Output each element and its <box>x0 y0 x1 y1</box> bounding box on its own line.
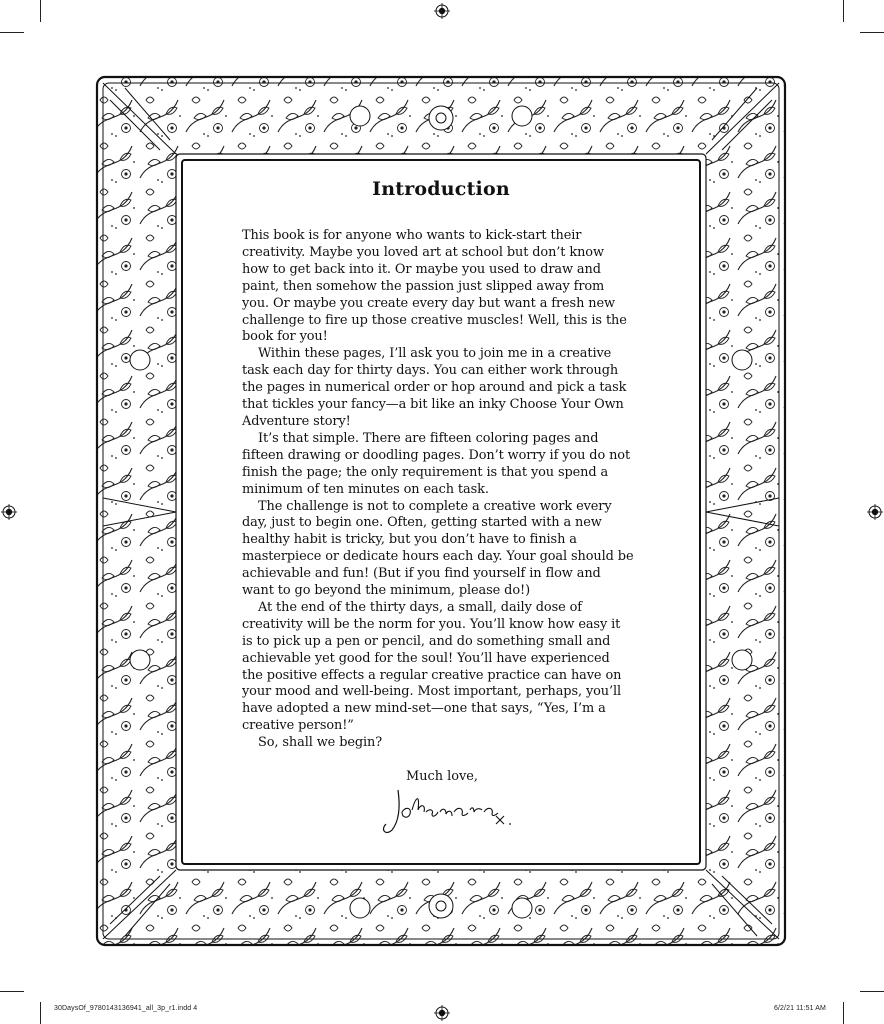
printer-slug-timestamp: 6/2/21 11:51 AM <box>774 1005 826 1012</box>
paragraph: Within these pages, I’ll ask you to join me in a creative task each day for thirty days. You can either work through the pages in numerical order or hop around and pick a task that tickles your fancy—a bit like an inky Choose Your Own Adventure story! <box>242 346 627 429</box>
page-title: Introduction <box>372 178 510 200</box>
paragraph: The challenge is not to complete a creative work every day, just to begin one. Often, getting started with a new healthy habit is tricky, but you don’t have to finish a masterpiece or dedicate hours each day. Your goal should be achievable and fun! (But if you find yourself in flow and want to go beyond the minimum, please do!) <box>242 498 634 599</box>
body-text <box>242 228 634 752</box>
paragraph: At the end of the thirty days, a small, daily dose of creativity will be the norm for you. You’ll know how easy it is to pick up a pen or pencil, and do something small and achievable yet good for the soul! You’ll have experienced the positive effects a regular creative practice can have on your mood and well-being. Most important, perhaps, you’ll have adopted a new mind-set—one that says, “Yes, I’m a creative person!” <box>242 599 622 734</box>
paragraph: This book is for anyone who wants to kick-start their creativity. Maybe you loved art at school but don’t know how to get back into it. Or maybe you used to draw and paint, then somehow the passion just slipped away from you. Or maybe you create every day but want a fresh new challenge to fire up those creative muscles! Well, this is the book for you! <box>242 228 627 345</box>
printer-slug-file: 30DaysOf_9780143136941_all_3p_r1.indd 4 <box>54 1005 198 1012</box>
content-panel <box>186 164 696 860</box>
paragraph: It’s that simple. There are fifteen coloring pages and fifteen drawing or doodling pages. Don’t worry if you do not finish the page; the only requirement is that you spend a minimum of ten minutes on each task. <box>242 430 631 497</box>
paragraph: So, shall we begin? <box>258 735 383 751</box>
closing-line: Much love, <box>406 769 479 784</box>
signature <box>378 782 518 842</box>
